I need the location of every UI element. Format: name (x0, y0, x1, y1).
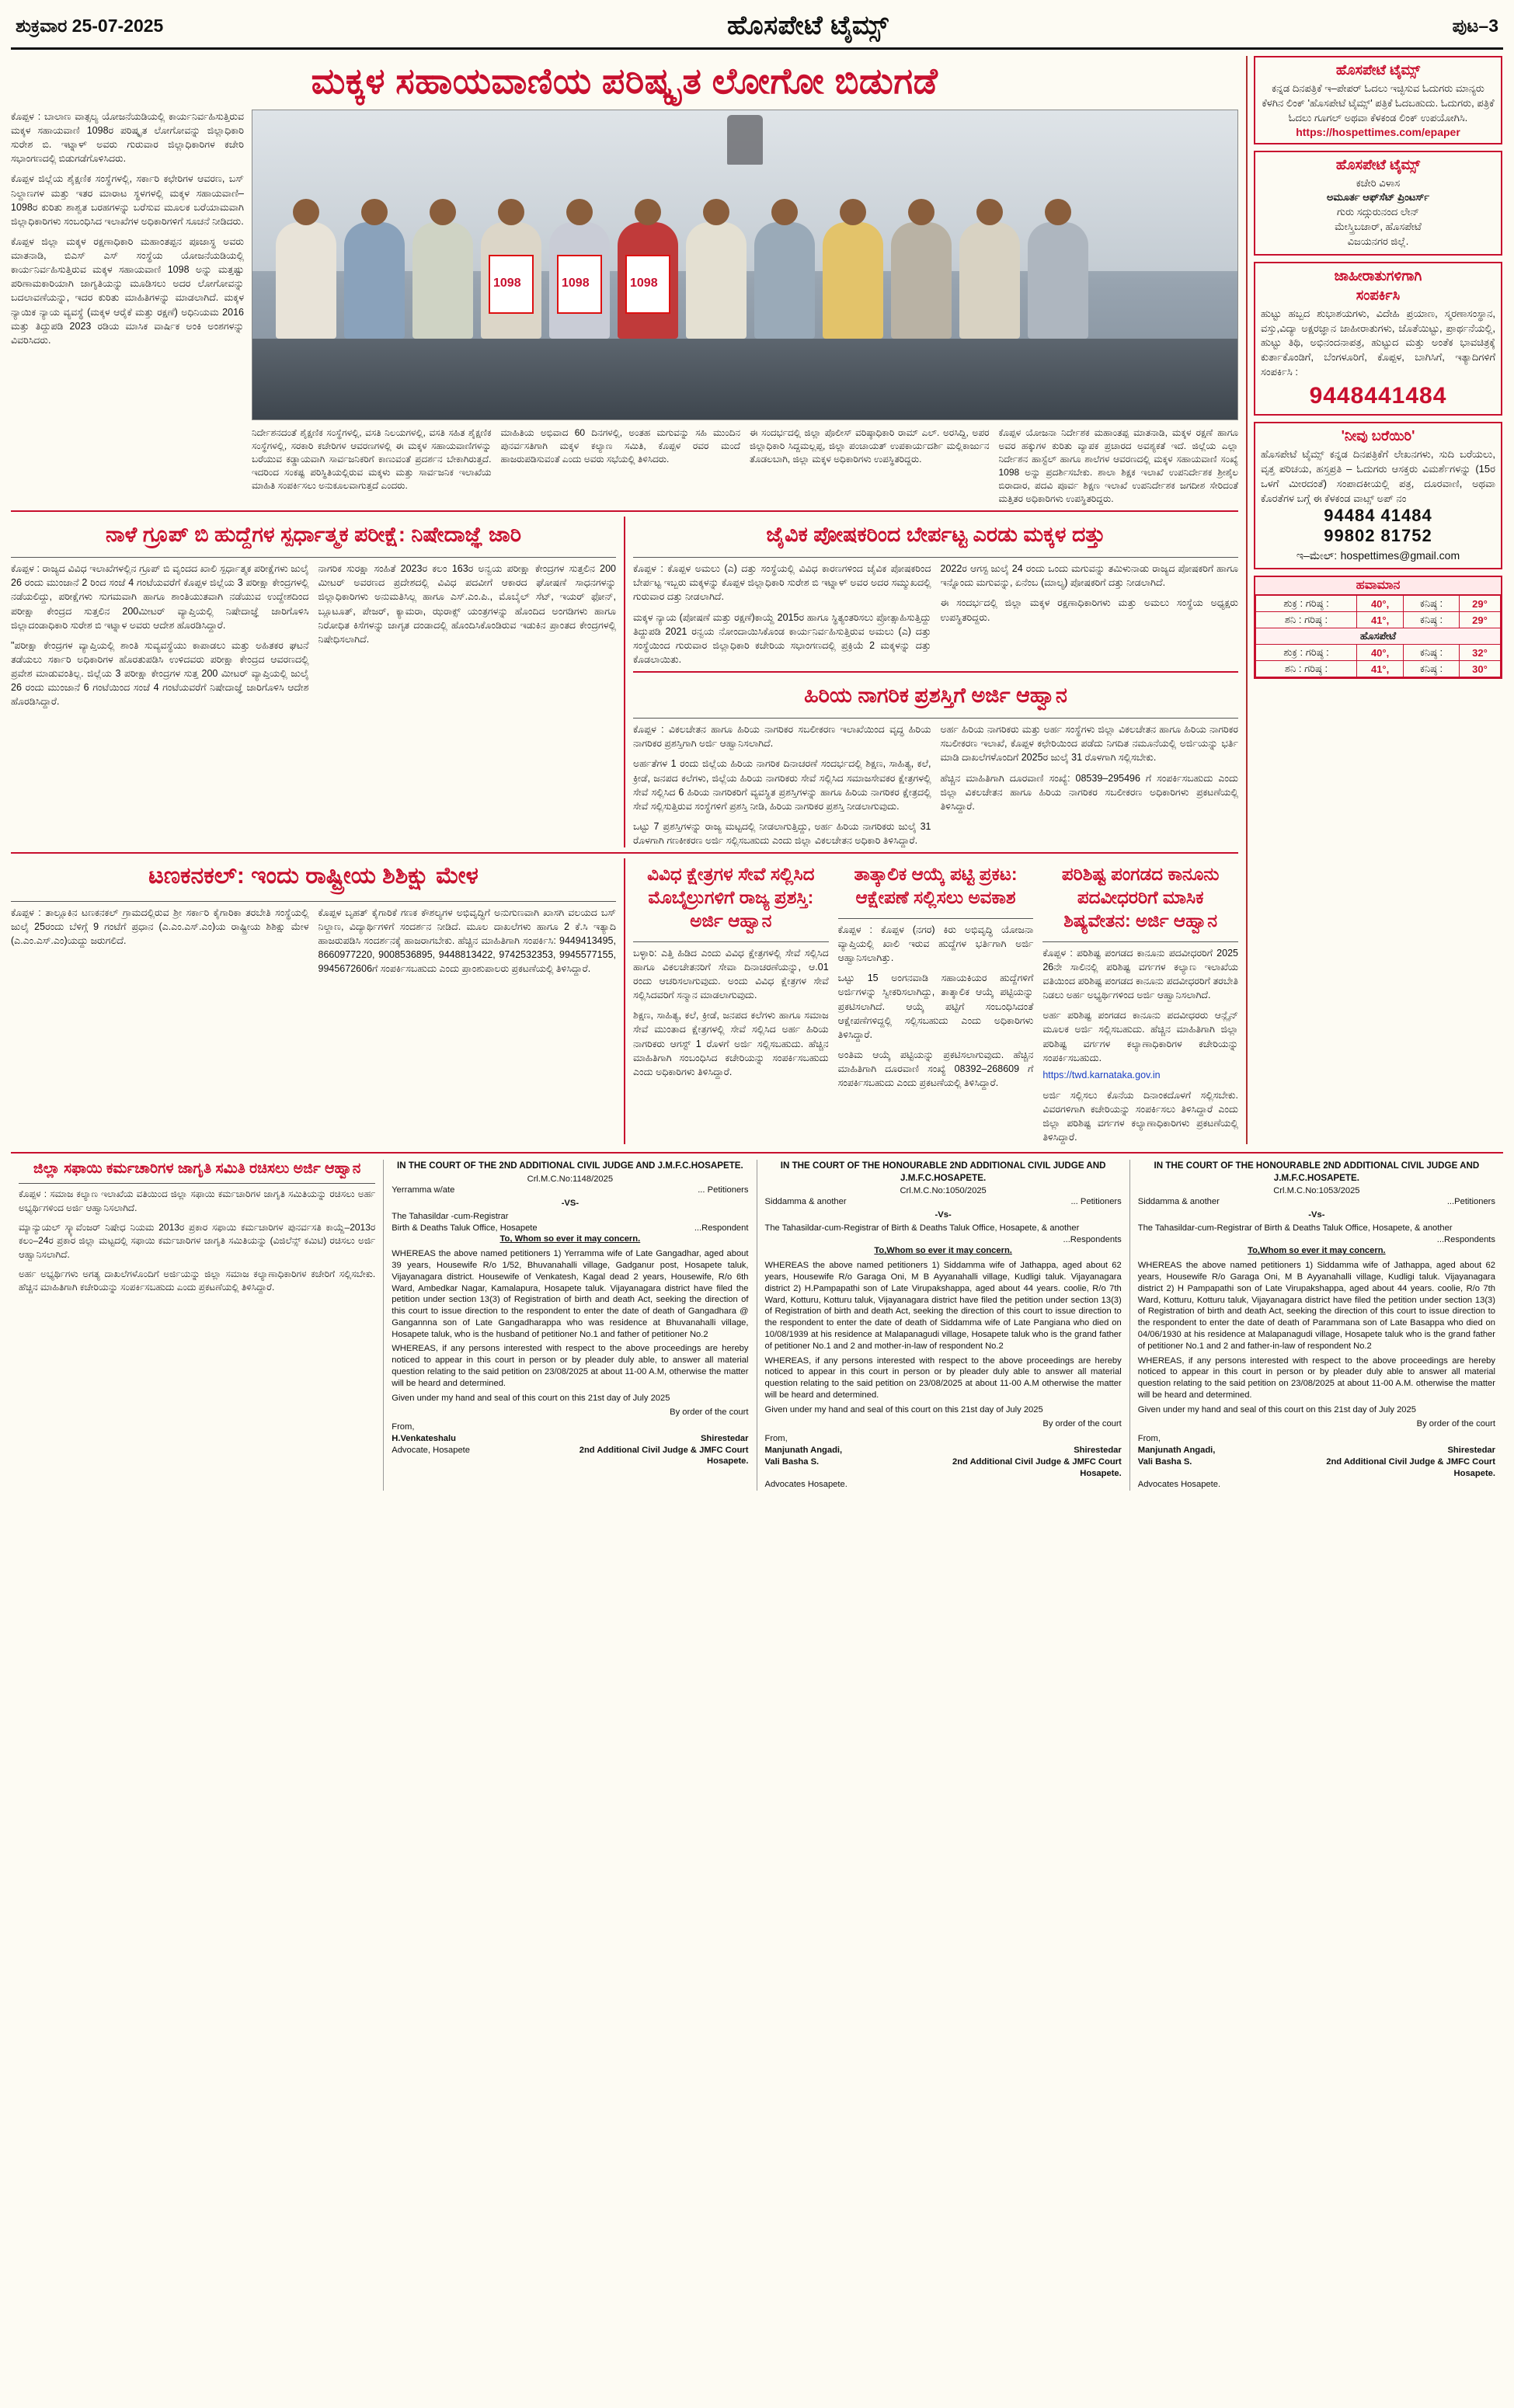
write-to-us-box (1254, 422, 1502, 569)
jagruti-paragraph-1: ಕೊಪ್ಪಳ : ಸಮಾಜ ಕಲ್ಯಾಣ ಇಲಾಖೆಯ ವತಿಯಿಂದ ಜಿಲ್ಲಾ ಸಫಾಯಿ ಕರ್ಮಚಾರಿಗಳ ಜಾಗೃತಿ ಸಮಿತಿಯನ್ನು ರಚಿಸಲು ಅರ್ಹ ಅಭ್ಯರ್ಥಿಗಳಿಂದ ಅರ್ಜಿ ಆಹ್ವಾನಿಸಲಾಗಿದೆ. (19, 1188, 376, 1213)
legal-notices-section (11, 1152, 1503, 1491)
service-paragraph-1: ಬಳ್ಳಾರಿ: ಎತ್ತಿ ಹಿಡಿದ ಎಂದು ವಿವಿಧ ಕ್ಷೇತ್ರಗಳಲ್ಲಿ ಸೇವೆ ಸಲ್ಲಿಸಿದ ಹಾಗೂ ವಿಕಲಚೇತನರಿಗೆ ಸೇವಾ ದಿನಾಚರಣೆಯನ್ನು, ಆ.01 ರಂದು ಆಚರಿಸಲಾಗುವುದು. ಅಂದು ವಿವಿಧ ಕ್ಷೇತ್ರಗಳ ಸೇವೆ ಸಲ್ಲಿಸಿದವರಿಗೆ ಸನ್ಮಾನ ಮಾಡಲಾಗುವುದು. (633, 947, 829, 1001)
adoption-paragraph-3: 2022ರ ಆಗಸ್ಟ ಜುಲೈ 24 ರಂದು ಒಂದು ಮಗುವನ್ನು ತಮಿಳುನಾಡು ರಾಜ್ಯದ ಪೋಷಕರಿಗೆ ಹಾಗೂ ಇನ್ನೊಂದು ಮಗುವನ್ನು, ಏನೆಂಬ (ಮಾಲ್ಯ) ಪೋಷಕರಿಗೆ ದತ್ತು ನೀಡಲಾಗಿದೆ. (940, 563, 1238, 589)
publication-date: ಶುಕ್ರವಾರ 25-07-2025 (16, 16, 164, 36)
science-fair-headline: ಟಣಕನಕಲ್: ಇಂದು ರಾಷ್ಟ್ರೀಯ ಶಿಶಿಕ್ಷು ಮೇಳ (148, 863, 479, 889)
exam-paragraph-2: "ಪರೀಕ್ಷಾ ಕೇಂದ್ರಗಳ ವ್ಯಾಪ್ತಿಯಲ್ಲಿ ಶಾಂತಿ ಸುವ್ಯವಸ್ಥೆಯು ಕಾಪಾಡಲು ಮತ್ತು ಅಹಿತಕರ ಘಟನೆ ತಡೆಯಲು ಸರ್ಕಾರಿ ಅಧಿಕಾರಿಗಳ ಹೊರತುಪಡಿಸಿ ಉಳಿದವರು ಪರೀಕ್ಷಾ ಕೇಂದ್ರದ ಆವರಣದಲ್ಲಿ ಪ್ರವೇಶ ಮಾಡುವಂತಿಲ್ಲ. ಜಿಲ್ಲೆಯ 3 ಪರೀಕ್ಷಾ ಕೇಂದ್ರಗಳ ಸುತ್ತ 200 ಮೀಟರ್ ವ್ಯಾಪ್ತಿಯಲ್ಲಿ ಜುಲೈ 26 ರಂದು ಮುಂಜಾನೆ 6 ಗಂಟೆಯಿಂದ ಸಂಜೆ 4 ಗಂಟೆಯವರೆಗೆ ನಿಷೇದಾಜ್ಞೆ ಜಾರಿಗೊಳಿಸಿ ಆದೇಶ ಹೊರಡಿಸಿದ್ದಾರೆ. (11, 639, 309, 708)
photo-person (618, 222, 678, 339)
respondent-label: ...Respondent (694, 1223, 749, 1233)
write-box-title: 'ನೀವು ಬರೆಯಿರಿ' (1341, 427, 1415, 444)
lead-caption-1: ನಿರ್ದೇಶನದಂತೆ ಶೈಕ್ಷಣಿಕ ಸಂಸ್ಥೆಗಳಲ್ಲಿ, ವಸತಿ ನಿಲಯಗಳಲ್ಲಿ, ವಸತಿ ಸಹಿತ ಶೈಕ್ಷಣಿಕ ಸಂಸ್ಥೆಗಳಲ್ಲಿ, ಸರಕಾರಿ ಕಚೇರಿಗಳ ಆವರಣಗಳಲ್ಲಿ ಈ ಮಕ್ಕಳ ಸಹಾಯವಾಣಿಗಳನ್ನು ಬರೆಯುವ ಕಡ್ಡಾಯವಾಗಿ ಸಾರ್ವಜನಿಕರಿಗೆ ಕಾಣುವಂತೆ ಪ್ರದರ್ಶನ ಬೇಕಾಗಿರುತ್ತದೆ. ಇದರಿಂದ ಸಂಕಷ್ಟ ಪರಿಸ್ಥಿತಿಯಲ್ಲಿರುವ ಮಕ್ಕಳು ಮತ್ತು ಸಾರ್ವಜನಿಕ ಇಲಾಖೆಯ ಮಾಹಿತಿ ಸಂಪರ್ಕಿಸಲು ಅನುಕೂಲವಾಗುತ್ತದೆ ಎಂದರು. (252, 426, 492, 492)
ads-title-line-2: ಸಂಪರ್ಕಿಸಿ (1356, 287, 1401, 303)
ads-contact-number[interactable]: 9448441484 (1309, 382, 1447, 409)
notice-body-1: WHEREAS the above named petitioners 1) Siddamma wife of Jathappa, aged about 62 years, Housewife R/o Garaga Oni, M B Ayyanahalli village, Kudligi taluk. Vijayanagara district 2) H Pampapathi son of Late Virupakshappa, aged about 44 years. coolie, R/o 7th Ward, Kotturu, Kotturu taluk, Vijayanagara district have filed the petition under section 13(3) of Registration of birth and death Act, seeking the direction of this court to issue direction to the respondent to enter the date of death of Parammana son of Late Basappa who died on 04/06/1930 at his residence at Malapanagudi village, Hosapete taluk who is the grand father of petitioner No.1 and 2 and father-in-law of respondent No.2 (1137, 1261, 1495, 1351)
weather-max: 41°, (1357, 612, 1404, 628)
whatsapp-number-1[interactable]: 94484 41484 (1324, 506, 1432, 526)
divider (633, 671, 1238, 673)
divider (11, 852, 1238, 854)
office-address-label: ಕಚೇರಿ ವಿಳಾಸ (1356, 176, 1401, 189)
petitioner-label: ... Petitioners (698, 1185, 749, 1195)
weather-max: 40°, (1357, 645, 1404, 661)
helpline-poster (625, 255, 670, 314)
lead-caption-2: ಮಾಹಿತಿಯ ಅಭಿವಾದ 60 ದಿನಗಳಲ್ಲಿ, ಅಂತಹ ಮಗುವನ್ನು ಸಹಿ ಮುಂದಿನ ಪುನರ್ವಸತಿಗಾಗಿ ಮಕ್ಕಳ ಕಲ್ಯಾಣ ಸಮಿತಿ, ಕೊಪ್ಪಳ ರವರ ಮಂದೆ ಹಾಜರುಪಡಿಸುವಂತೆ ಎಂದು ಅವರು ಸಭೆಯಲ್ಲಿ ತಿಳಿಸಿದರು. (500, 426, 740, 465)
vertical-divider (624, 858, 625, 1144)
senior-paragraph-1: ಕೊಪ್ಪಳ : ವಿಕಲಚೇತನ ಹಾಗೂ ಹಿರಿಯ ನಾಗರಿಕರ ಸಬಲೀಕರಣ ಇಲಾಖೆಯಿಂದ ವೃದ್ಧ ಹಿರಿಯ ನಾಗರಿಕರ ಪ್ರಶಸ್ತಿಗಾಗಿ ಅರ್ಜಿ ಆಹ್ವಾನಿಸಲಾಗಿದೆ. (633, 724, 931, 750)
court-signature: 2nd Additional Civil Judge & JMFC Court Hosapete. (1326, 1456, 1495, 1478)
write-box-text: ಹೊಸಪೇಟೆ ಟೈಮ್ಸ್ ಕನ್ನಡ ದಿನಪತ್ರಿಕೆಗೆ ಲೇಖನಗಳು, ಸುದಿ ಬರೆಯಲು, ವೃತ್ತ ಪರಿಚಯ, ಹಸ್ತಪ್ರತಿ – ಓದುಗರು ಆಸಕ್ತರು ವಿಮರ್ಶೆಗಳನ್ನು (15ರ ಒಳಗೆ ಮೀರದಂತೆ) ಸಂಪಾದಕೀಯಲ್ಲಿ ಪತ್ರ, ದೂರವಾಣಿ, ಅಥವಾ ಕೊರತೆಗಳ ಬಗ್ಗೆ ಈ ಕೆಳಕಂಡ ವಾಟ್ಸ್ ಅಪ್ ನಂ (1261, 447, 1495, 504)
masthead (11, 8, 1503, 50)
advertisement-contact-box (1254, 262, 1502, 416)
jagruti-paragraph-3: ಅರ್ಹ ಅಭ್ಯರ್ಥಿಗಳು ಅಗತ್ಯ ದಾಖಲೆಗಳೊಂದಿಗೆ ಅರ್ಜಿಯನ್ನು ಜಿಲ್ಲಾ ಸಮಾಜ ಕಲ್ಯಾಣಾಧಿಕಾರಿಗಳ ಕಚೇರಿಗೆ ಸಲ್ಲಿಸಬೇಕು. ಹೆಚ್ಚಿನ ಮಾಹಿತಿಗಾಗಿ ಕಚೇರಿಯನ್ನು ಸಂಪರ್ಕಿಸಬಹುದು ಎಂದು ಪ್ರಕಟಣೆಯಲ್ಲಿ ತಿಳಿಸಿದ್ದಾರೆ. (19, 1268, 376, 1293)
advocate-name: Manjunath Angadi, (764, 1445, 843, 1455)
newspaper-title: ಹೊಸಪೇಟೆ ಟೈಮ್ಸ್ (727, 11, 889, 40)
notice-addressee: To,Whom so ever it may concern. (1248, 1246, 1386, 1256)
respondent-name: The Tahasildar-cum-Registrar of Birth & Deaths Taluk Office, Hosapete, & another (1137, 1223, 1453, 1233)
weather-row (1256, 612, 1501, 628)
divider (633, 941, 829, 942)
court-name: IN THE COURT OF THE HONOURABLE 2ND ADDITIONAL CIVIL JUDGE AND J.M.F.C.HOSAPETE. (1154, 1161, 1480, 1183)
versus-label: -Vs- (1308, 1210, 1325, 1220)
weather-table (1255, 595, 1501, 677)
advocate-address: Advocates Hosapete. (764, 1480, 847, 1490)
lead-photo (252, 110, 1238, 420)
whatsapp-number-2[interactable]: 99802 81752 (1324, 526, 1432, 546)
office-box-title: ಹೊಸಪೇಟೆ ಟೈಮ್ಸ್ (1335, 156, 1421, 172)
jagruti-headline: ಜಿಲ್ಲಾ ಸಫಾಯಿ ಕರ್ಮಚಾರಿಗಳ ಜಾಗೃತಿ ಸಮಿತಿ ರಚಿಸಲು ಅರ್ಜಿ ಆಹ್ವಾನ (33, 1161, 361, 1178)
lead-paragraph-3: ಕೊಪ್ಪಳ ಜಿಲ್ಲಾ ಮಕ್ಕಳ ರಕ್ಷಣಾಧಿಕಾರಿ ಮಹಾಂತಪ್ಪನ ಪೂಜಾಸ್ಥ ಅವರು ಮಾತನಾಡಿ, ಬಿಎಸ್ ಎಸ್ ಸಂಸ್ಥೆಯ ಯೋಜನೆಯಡಿಯಲ್ಲಿ ಕಾರ್ಯನಿರ್ವಹಿಸುತ್ತಿರುವ ಮಕ್ಕಳ ಸಹಾಯವಾಣಿ 1098 ಅನ್ನು ಮತ್ತಷ್ಟು ಪರಿಣಾಮಕಾರಿಯಾಗಿ ಜಾಗೃತಿಯನ್ನು ಮೂಡಿಸಲು ಅದರ ಲೋಗೋವನ್ನು ಬದಲಾವಣೆಯನ್ನು, ಇದರ ಕುರಿತು ಮಾಹಿತಿಗಳನ್ನು ಮಾಡಲಾಗಿದೆ. ಮಕ್ಕಳ ನ್ಯಾಯಿಕ ನ್ಯಾಯ ವ್ಯವಸ್ಥೆ (ಮಕ್ಕಳ ಆರೈಕೆ ಮತ್ತು ರಕ್ಷಣೆ) ಅಧಿನಿಯಮ 2016 ಮತ್ತು ತಿದ್ದುಪಡಿ 2023 ರಡಿಯ ಮಾಸಿಕ ವಾರ್ಷಿಕ ಅಂಕಿ ಅಂಶಗಳನ್ನು ವಿವರಿಸಿದರು. (11, 235, 244, 346)
list-paragraph-1: ಕೊಪ್ಪಳ : ಕೊಪ್ಪಳ (ನಗರ) ಕಿರು ಅಭಿವೃದ್ಧಿ ಯೋಜನಾ ವ್ಯಾಪ್ತಿಯಲ್ಲಿ ಖಾಲಿ ಇರುವ ಹುದ್ದೆಗಳ ಭರ್ತಿಗಾಗಿ ಅರ್ಜಿ ಆಹ್ವಾನಿಸಲಾಗಿತ್ತು. (837, 924, 1034, 964)
weather-city: ಹೊಸಪೇಟೆ (1256, 628, 1501, 645)
office-district: ವಿಜಯನಗರ ಜಿಲ್ಲೆ. (1347, 235, 1409, 247)
lead-story-text-column (11, 110, 244, 506)
page-body (11, 56, 1503, 1144)
shirestedar-label: Shirestedar (700, 1433, 749, 1443)
epaper-promo-box (1254, 56, 1502, 144)
list-paragraph-2: ಒಟ್ಟು 15 ಅಂಗನವಾಡಿ ಸಹಾಯಕಿಯರ ಹುದ್ದೆಗಳಿಗೆ ಅರ್ಜಿಗಳನ್ನು ಸ್ವೀಕರಿಸಲಾಗಿದ್ದು, ತಾತ್ಕಾಲಿಕ ಆಯ್ಕೆ ಪಟ್ಟಿಯನ್ನು ಪ್ರಕಟಿಸಲಾಗಿದೆ. ಆಯ್ಕೆ ಪಟ್ಟಿಗೆ ಸಂಬಂಧಿಸಿದಂತೆ ಆಕ್ಷೇಪಣೆಗಳಿದ್ದಲ್ಲಿ ಸಲ್ಲಿಸಬಹುದು ಎಂದು ಅಧಿಕಾರಿಗಳು ತಿಳಿಸಿದ್ದಾರೆ. (837, 973, 1034, 1040)
photo-person (686, 222, 747, 339)
photo-person (891, 222, 952, 339)
court-signature: 2nd Additional Civil Judge & JMFC Court Hosapete. (579, 1445, 749, 1467)
senior-paragraph-4: ಅರ್ಹ ಹಿರಿಯ ನಾಗರಿಕರು ಮತ್ತು ಅರ್ಹ ಸಂಸ್ಥೆಗಳು ಜಿಲ್ಲಾ ವಿಕಲಚೇತನ ಹಾಗೂ ಹಿರಿಯ ನಾಗರಿಕರ ಸಬಲೀಕರಣ ಇಲಾಖೆ, ಕೊಪ್ಪಳ ಕಛೇರಿಯಿಂದ ಪಡೆದು ನಿಗದಿತ ನಮೂನೆಯಲ್ಲಿ ಅರ್ಜಿಯನ್ನು ಭರ್ತಿ ಮಾಡಿ ದಾಖಲೆಗಳೊಂದಿಗೆ 2025ರ ಜುಲೈ 31 ರೊಳಗಾಗಿ ಸಲ್ಲಿಸಬೇಕು. (940, 724, 1238, 764)
notice-addressee: To,Whom so ever it may concern. (874, 1246, 1012, 1256)
scholarship-link[interactable]: https://twd.karnataka.gov.in (1042, 1069, 1161, 1080)
respondent-name: The Tahasildar-cum-Registrar of Birth & Deaths Taluk Office, Hosapete, & another (764, 1223, 1080, 1233)
scholarship-paragraph-3: ಅರ್ಜಿ ಸಲ್ಲಿಸಲು ಕೊನೆಯ ದಿನಾಂಕದೊಳಗೆ ಸಲ್ಲಿಸಬೇಕು. ವಿವರಗಳಿಗಾಗಿ ಕಚೇರಿಯನ್ನು ಸಂಪರ್ಕಿಸಲು ತಿಳಿಸಿದ್ದಾರೆ ಎಂದು ಜಿಲ್ಲಾ ಪರಿಶಿಷ್ಟ ವರ್ಗಗಳ ಕಲ್ಯಾಣಾಧಿಕಾರಿಗಳು ಪ್ರಕಟಣೆಯಲ್ಲಿ ತಿಳಿಸಿದ್ದಾರೆ. (1042, 1089, 1238, 1143)
office-street: ಗುರು ಸದ್ಗುರುನಂದ ಲೇನ್ (1336, 206, 1420, 218)
divider (838, 918, 1034, 919)
order-label: By order of the court (1416, 1419, 1495, 1429)
weather-min: 32° (1459, 645, 1500, 661)
epaper-box-title: ಹೊಸಪೇಟೆ ಟೈಮ್ಸ್ (1335, 62, 1421, 78)
third-band (11, 858, 1238, 1144)
order-label: By order of the court (670, 1408, 749, 1418)
advocate-name: H.Venkateshalu (392, 1433, 456, 1443)
scholarship-story (1042, 858, 1238, 1144)
shirestedar-label: Shirestedar (1447, 1445, 1495, 1455)
weather-box (1254, 576, 1502, 679)
senior-citizen-headline: ಹಿರಿಯ ನಾಗರಿಕ ಪ್ರಶಸ್ತಿಗೆ ಅರ್ಜಿ ಆಹ್ವಾನ (804, 684, 1067, 708)
weather-min-label: ಕನಿಷ್ಠ : (1404, 596, 1460, 612)
photo-person (959, 222, 1020, 339)
respondent-label: ...Respondents (1436, 1234, 1495, 1244)
weather-min: 29° (1459, 596, 1500, 612)
main-content (11, 56, 1238, 1144)
weather-max: 40°, (1357, 596, 1404, 612)
service-award-story (633, 858, 829, 1144)
advocate-address: Advocate, Hosapete (392, 1445, 471, 1455)
from-label: From, (764, 1434, 788, 1444)
right-sidebar (1246, 56, 1502, 1144)
weather-day: ಶುಕ್ರ : ಗರಿಷ್ಠ : (1256, 596, 1357, 612)
state-emblem-icon (727, 115, 763, 165)
lead-paragraph-1: ಕೊಪ್ಪಳ : ಬಾಲಾಣ ವಾತ್ಸಲ್ಯ ಯೋಜನೆಯಡಿಯಲ್ಲಿ ಕಾರ್ಯನಿರ್ವಹಿಸುತ್ತಿರುವ ಮಕ್ಕಳ ಸಹಾಯವಾಣಿ 1098ರ ಪರಿಷ್ಕೃತ ಲೋಗೋವನ್ನು ಜಿಲ್ಲಾಧಿಕಾರಿ ಸುರೇಶ ಬಿ. ಇಟ್ನಾಳ್ ಅವರು ಗುರುವಾರ ಜಿಲ್ಲಾಧಿಕಾರಿಗಳ ಕಚೇರಿ ಸಭಾಂಗಣದಲ್ಲಿ ಬಿಡುಗಡೆಗೊಳಿಸಿದರು. (11, 110, 244, 165)
scholarship-paragraph-2: ಅರ್ಹ ಪರಿಶಿಷ್ಟ ಪಂಗಡದ ಕಾನೂನು ಪದವೀಧರರು ಆನ್ಲೈನ್ ಮೂಲಕ ಅರ್ಜಿ ಸಲ್ಲಿಸಬಹುದು. ಹೆಚ್ಚಿನ ಮಾಹಿತಿಗಾಗಿ ಜಿಲ್ಲಾ ಪರಿಶಿಷ್ಟ ವರ್ಗಗಳ ಕಲ್ಯಾಣಾಧಿಕಾರಿಗಳ ಕಚೇರಿಯನ್ನು ಸಂಪರ್ಕಿಸಬಹುದು. (1042, 1010, 1238, 1063)
senior-paragraph-5: ಹೆಚ್ಚಿನ ಮಾಹಿತಿಗಾಗಿ ದೂರವಾಣಿ ಸಂಖ್ಯೆ: 08539–295496 ಗೆ ಸಂಪರ್ಕಿಸಬಹುದು ಎಂದು ಜಿಲ್ಲಾ ವಿಕಲಚೇತನ ಹಾಗೂ ಹಿರಿಯ ನಾಗರಿಕರ ಸಬಲೀಕರಣ ಅಧಿಕಾರಿಗಳು ಪ್ರಕಟಣೆಯಲ್ಲಿ ತಿಳಿಸಿದ್ದಾರೆ. (940, 772, 1238, 812)
temp-list-story (838, 858, 1034, 1144)
jagruti-paragraph-2: ಮ್ಯಾನ್ಯುಯಲ್ ಸ್ಕ್ಯಾವೆಂಜರ್ ನಿಷೇಧ ನಿಯಮ 2013ರ ಪ್ರಕಾರ ಸಫಾಯಿ ಕರ್ಮಚಾರಿಗಳ ಪುನರ್ವಸತಿ ಕಾಯ್ದೆ–2013ರ ಕಲಂ–24ರ ಪ್ರಕಾರ ಜಿಲ್ಲಾ ಮಟ್ಟದಲ್ಲಿ ಸಫಾಯಿ ಕರ್ಮಚಾರಿಗಳ ಜಾಗೃತಿ ಸಮಿತಿಯನ್ನು (ವಿಜಿಲೆನ್ಸ್ ಕಮಿಟಿ) ರಚಿಸಲು ಅರ್ಜಿ ಆಹ್ವಾನಿಸಲಾಗಿದೆ. (19, 1221, 376, 1260)
weather-min-label: ಕನಿಷ್ಠ : (1404, 645, 1460, 661)
office-printer-name: ಅಮೂರ್ತ ಆಫ್‌ಸೆಟ್ ಪ್ರಿಂಟರ್ಸ್ (1326, 191, 1430, 204)
petitioner-name: Siddamma & another (1137, 1197, 1220, 1207)
epaper-box-text: ಕನ್ನಡ ದಿನಪತ್ರಿಕೆ ಇ–ಪೇಪರ್ ಓದಲು ಇಚ್ಛಿಸುವ ಓದುಗರು ಮಾನ್ಯರು ಕೆಳಗಿನ ಲಿಂಕ್ 'ಹೊಸಪೇಟೆ ಟೈಮ್ಸ್' ಪತ್ರಿಕೆ ಓದಬಹುದು. ಓದುಗರು, ಪತ್ರಿಕೆ ಓದಲು ಗೂಗಲ್ ಅಥವಾ ಕೆಳಕಂಡ ಲಿಂಕ್ ಉಪಯೋಗಿಸಿ. (1262, 82, 1495, 124)
divider (1042, 941, 1238, 942)
notice-body-1: WHEREAS the above named petitioners 1) Yerramma wife of Late Gangadhar, aged about 39 years, Housewife R/o 1/52, Bhuvanahalli village, Gadganur post, Hosapete taluk, Vijayanagara district. Housewife of Venkatesh, Kagal dead 2 years, Housewife, R/o 6th Ward, Ambedkar Nagar, Kamalapura, Hosapete taluk. Vijayanagara district have filed the petition under section 13(3) of Registration of birth and death Act, seeking the direction of this court to issue direction to the respondent to enter the date of death of Gangadhara @ Gangannna son of Late Gangadharappa who was residence at Bhuvanahalli village, Hosapete taluk, who is the husband of petitioner No.1 and father of petitioner No.2 (392, 1249, 749, 1339)
weather-min-label: ಕನಿಷ್ಠ : (1404, 612, 1460, 628)
weather-min-label: ಕನಿಷ್ಠ : (1404, 661, 1460, 677)
lead-headline: ಮಕ್ಕಳ ಸಹಾಯವಾಣಿಯ ಪರಿಷ್ಕೃತ ಲೋಗೋ ಬಿಡುಗಡೆ (311, 61, 938, 101)
adoption-paragraph-2: ಮಕ್ಕಳ ನ್ಯಾಯ (ಪೋಷಣೆ ಮತ್ತು ರಕ್ಷಣೆ)ಕಾಯ್ದೆ 2015ರ ಹಾಗೂ ಸ್ಥಿತ್ಯಂತರಿಸಲು ಪ್ರೋತ್ಸಾಹಿಸುತ್ತಿದ್ದು ತಿದ್ದುಪಡಿ 2021 ರನ್ವಯ ನೋಂದಾಯಿಸಿಕೊಂಡ ಕಾರ್ಯನಿರ್ವಹಿಸುತ್ತಿರುವ ಅಮಲು (ಎ) ದತ್ತು ಸಂಸ್ಥೆಯಿಂದ ಗುರುವಾರ ಜಿಲ್ಲಾಧಿಕಾರಿ ಕಚೇರಿಯ ಸಭಾಂಗಣದಲ್ಲಿ ಪ್ರಕ್ರಿಯೆ 2 ಮಕ್ಕಳನ್ನು ದತ್ತು ಕೊಡಲಾಯಿತು. (633, 611, 931, 665)
photo-table (252, 339, 1237, 419)
service-paragraph-2: ಶಿಕ್ಷಣ, ಸಾಹಿತ್ಯ, ಕಲೆ, ಕ್ರೀಡೆ, ಜನಪದ ಕಲೆಗಳು ಹಾಗೂ ಸಮಾಜ ಸೇವೆ ಮುಂತಾದ ಕ್ಷೇತ್ರಗಳಲ್ಲಿ ಸೇವೆ ಸಲ್ಲಿಸಿದ ಅರ್ಹ ಹಿರಿಯ ನಾಗರಿಕರು ಆಗಸ್ಟ್ 1 ರೊಳಗೆ ಅರ್ಜಿ ಸಲ್ಲಿಸಬಹುದು. ಹೆಚ್ಚಿನ ಮಾಹಿತಿಗಾಗಿ ಸಂಬಂಧಿಸಿದ ಕಚೇರಿಯನ್ನು ಸಂಪರ್ಕಿಸಬಹುದು ಎಂದು ಅಧಿಕಾರಿಗಳು ತಿಳಿಸಿದ್ದಾರೆ. (633, 1010, 829, 1077)
notice-body-3: Given under my hand and seal of this court on this 21st day of July 2025 (764, 1404, 1043, 1415)
legal-notice-kannada (11, 1160, 384, 1491)
exam-paragraph-1: ಕೊಪ್ಪಳ : ರಾಜ್ಯದ ವಿವಿಧ ಇಲಾಖೆಗಳಲ್ಲಿನ ಗ್ರೂಪ್ ಬಿ ವೃಂದದ ಖಾಲಿ ಸ್ಪರ್ಧಾತ್ಮಕ ಪರೀಕ್ಷೆಗಳು ಜುಲೈ 26 ರಂದು ಮುಂಜಾನೆ 2 ರಿಂದ ಸಂಜೆ 4 ಗಂಟೆಯವರೆಗೆ ಕೊಪ್ಪಳ ಜಿಲ್ಲೆಯ 3 ಪರೀಕ್ಷಾ ಕೇಂದ್ರಗಳಲ್ಲಿ ನಡೆಯಲಿದ್ದು, ಪರೀಕ್ಷೆಗಳು ಸುಗಮವಾಗಿ ಹಾಗೂ ಶಾಂತಿಯುತವಾಗಿ ನಡೆಯುವ ಉದ್ದೇಶದಿಂದ ಪರೀಕ್ಷಾ ಕೇಂದ್ರದ ಸುತ್ತಲಿನ 200ಮೀಟರ್ ವ್ಯಾಪ್ತಿಯಲ್ಲಿ ನಿಷೇದಾಜ್ಞೆ ಜಾರಿಗೊಳಿಸಿ ಜಿಲ್ಲಾದಂಡಾಧಿಕಾರಿ ಸುರೇಶ ಬಿ ಇಟ್ನಾಳ ಅವರು ಆದೇಶ ಹೊರಡಿಸಿದ್ದಾರೆ. (11, 563, 309, 631)
senior-paragraph-3: ಒಟ್ಟು 7 ಪ್ರಶಸ್ತಿಗಳನ್ನು ರಾಜ್ಯ ಮಟ್ಟದಲ್ಲಿ ನೀಡಲಾಗುತ್ತಿದ್ದು, ಅರ್ಹ ಹಿರಿಯ ನಾಗರಿಕರು ಜುಲೈ 31 ರೊಳಗಾಗಿ ಗಣಕೀಕರಣ ಅರ್ಜಿ ಸಲ್ಲಿಸಬಹುದು ಎಂದು ಜಿಲ್ಲಾ ವಿಕಲಚೇತನ ಅಧಿಕಾರಿ ತಿಳಿಸಿದ್ದಾರೆ. (633, 820, 931, 847)
weather-city-row (1256, 628, 1501, 645)
divider (11, 901, 616, 902)
court-signature: 2nd Additional Civil Judge & JMFC Court Hosapete. (952, 1456, 1122, 1478)
respondent-label: ...Respondents (1063, 1234, 1122, 1244)
office-area: ಮೇಸ್ತ್ರಿಬಜಾರ್, ಹೊಸಪೇಟೆ (1335, 221, 1422, 233)
temp-list-headline: ತಾತ್ಕಾಲಿಕ ಆಯ್ಕೆ ಪಟ್ಟಿ ಪ್ರಕಟ: ಆಕ್ಷೇಪಣೆ ಸಲ್ಲಿಸಲು ಅವಕಾಶ (854, 864, 1018, 908)
versus-label: -Vs- (935, 1210, 952, 1220)
respondent-office: Birth & Deaths Taluk Office, Hosapete (392, 1223, 538, 1233)
weather-row (1256, 596, 1501, 612)
petitioner-label: ... Petitioners (1070, 1197, 1122, 1207)
science-paragraph-1: ಕೊಪ್ಪಳ : ತಾಲ್ಲೂಕಿನ ಟಣಕನಕಲ್ ಗ್ರಾಮದಲ್ಲಿರುವ ಶ್ರೀ ಸರ್ಕಾರಿ ಕೈಗಾರಿಕಾ ತರಬೇತಿ ಸಂಸ್ಥೆಯಲ್ಲಿ ಜುಲೈ 25ರಂದು ಬೆಳಿಗ್ಗೆ 9 ಗಂಟೆಗೆ ಪ್ರಧಾನ (ಎ.ಎಂ.ಎಸ್.ಎಂ)ಯ ರಾಷ್ಟ್ರೀಯ ಶಿಶಿಕ್ಷು ಮೇಳ (ಎ.ಎಂ.ಎಸ್.ಎಂ)ಯದ್ದು ಜರುಗಲಿದೆ. (11, 906, 309, 946)
case-number: Crl.M.C.No:1053/2025 (1273, 1185, 1360, 1195)
lead-caption-3: ಈ ಸಂದರ್ಭದಲ್ಲಿ ಜಿಲ್ಲಾ ಪೊಲೀಸ್ ವರಿಷ್ಠಾಧಿಕಾರಿ ರಾಮ್ ಎಲ್. ಅರಸಿದ್ದಿ, ಅಪರ ಜಿಲ್ಲಾಧಿಕಾರಿ ಸಿದ್ದಮಲ್ಲಪ್ಪ, ಜಿಲ್ಲಾ ಪಂಚಾಯತ್ ಉಪಕಾರ್ಯದರ್ಶಿ ಮಲ್ಲಿಕಾರ್ಜುನ ತೊಡಲಬಾಗಿ, ಜಿಲ್ಲಾ ಮಕ್ಕಳ ಅಧಿಕಾರಿಗಳು ಉಪಸ್ಥಿತರಿದ್ದರು. (750, 426, 990, 465)
court-name: IN THE COURT OF THE 2ND ADDITIONAL CIVIL JUDGE AND J.M.F.C.HOSAPETE. (397, 1161, 743, 1171)
photo-person (481, 222, 541, 339)
order-label: By order of the court (1042, 1419, 1122, 1429)
service-award-headline: ವಿವಿಧ ಕ್ಷೇತ್ರಗಳ ಸೇವೆ ಸಲ್ಲಿಸಿದ ಮೊಬೈಲ್ರುಗಳಿಗೆ ರಾಜ್ಯ ಪ್ರಶಸ್ತಿ: ಅರ್ಜಿ ಆಹ್ವಾನ (647, 864, 815, 931)
photo-person (823, 222, 883, 339)
weather-min: 29° (1459, 612, 1500, 628)
weather-row (1256, 661, 1501, 677)
from-label: From, (392, 1422, 415, 1432)
weather-day: ಶನಿ : ಗರಿಷ್ಠ : (1256, 661, 1357, 677)
divider (19, 1183, 375, 1184)
case-number: Crl.M.C.No:1148/2025 (527, 1174, 614, 1184)
lead-caption-columns (252, 426, 1238, 506)
exam-paragraph-3: ನಾಗರಿಕ ಸುರಕ್ಷಾ ಸಂಹಿತೆ 2023ರ ಕಲಂ 163ರ ಅನ್ವಯ ಪರೀಕ್ಷಾ ಕೇಂದ್ರಗಳ ಸುತ್ತಲಿನ 200 ಮೀಟರ್ ಅವರಣದ ಪ್ರದೇಶದಲ್ಲಿ ವಿವಿಧ ಪದವೀಗೆ ಆಕಾರದ ಘೋಷಣೆ ಸಾಧನಗಳನ್ನು ಜಿಲ್ಲಾಧಿಕಾರಿಗಳು ಅನುಮತಿಸಿಲ್ಲ ಹಾಗೂ ಎಸ್.ಎಂ.ಪಿ., ಮೊಬೈಲ್ ಸೆಟ್, ಇಯರ್ ಫೋನ್, ಬ್ಲೂಟೂತ್, ಪೇಜರ್, ಕ್ಯಾಮರಾ, ಝರಾಕ್ಸ್ ಯಂತ್ರಗಳನ್ನು ಹೊಂದಿದ ಅಂಗಡಿಗಳು ಹಾಗೂ ನಿರೋಧಿತ ಕಿಸೆಗಳನ್ನು ಜಾಗೃತ ದಂಡಾದಲ್ಲಿ ಹೊಂದಿಸಿಕೊಂಡಿರುವ ಇಡುಕಿನ ಪ್ರಾಂತದ ಕೇಂದ್ರಗಳಲ್ಲಿ ನಿಷೇಧಿಸಲಾಗಿದೆ. (318, 563, 616, 645)
legal-notice-1148 (384, 1160, 757, 1491)
case-number: Crl.M.C.No:1050/2025 (900, 1185, 987, 1195)
advocate-name: Manjunath Angadi, (1137, 1445, 1216, 1455)
notice-body-1: WHEREAS the above named petitioners 1) Siddamma wife of Jathappa, aged about 62 years, Housewife R/o Garaga Oni, M B Ayyanahalli village, Kudligi taluk. Vijayanagara district 2) H.Pampapathi son of Late Virupakshappa, aged about 44 years. coolie, R/o 7th Ward, Kotturu, Kotturu taluk, Vijayanagara district have filed the petition under section 13(3) of Registration of birth and death Act, seeking the direction of this court to issue direction to the respondent to enter the date of death of Siddamma wife of Late Pangiana who died on 10/08/1939 at his residence at Malapanagudi village, Hosapete taluk who is the grand father of petitioner No.1 and 2 and mother-in-law of respondent No.2 (764, 1261, 1122, 1351)
adoption-headline: ಜೈವಿಕ ಪೋಷಕರಿಂದ ಬೇರ್ಪಟ್ಟ ಎರಡು ಮಕ್ಕಳ ದತ್ತು (766, 523, 1105, 547)
photo-person (412, 222, 473, 339)
notice-body-3: Given under my hand and seal of this court on this 21st day of July 2025 (1137, 1404, 1416, 1415)
divider (11, 510, 1238, 512)
epaper-link[interactable]: https://hospettimes.com/epaper (1296, 125, 1460, 138)
notice-addressee: To, Whom so ever it may concern. (499, 1234, 641, 1244)
petitioner-name: Yerramma w/ate (392, 1185, 455, 1195)
notice-body-2: WHEREAS, if any persons interested with respect to the above proceedings are hereby noticed to appear in this court in person or by pleader duly able, to answer all material question relating to the said petition on 23/08/2025 at about 11-00 A.M, otherwise the matter will be heard and determined. (392, 1344, 749, 1388)
weather-row (1256, 645, 1501, 661)
from-label: From, (1137, 1434, 1161, 1444)
respondent-name: The Tahasildar -cum-Registrar (392, 1211, 509, 1221)
weather-title: ಹವಾಮಾನ (1255, 577, 1501, 595)
science-paragraph-2: ಕೊಪ್ಪಳ ಬೃಹತ್ ಕೈಗಾರಿಕೆ ಗಣಕ ಕೌಶಲ್ಯಗಳ ಅಭಿವೃದ್ಧಿಗೆ ಅನುಗುಣವಾಗಿ ಖಾಸಗಿ ವಲಯದ ಬಸ್ ನಿಲ್ದಾಣ, ವಿದ್ಯಾರ್ಥಿಗಳಿಗೆ ಸಂದರ್ಶನ ನೀಡಿದೆ. ಮೂಲ ದಾಖಲೆಗಳು ಹಾಗೂ 2 ಕೆ.ಸಿ ಇತ್ಯಾದಿ ಹಾಜರುಪಡಿಸಿ ಸಂದರ್ಶನಕ್ಕೆ ಹಾಜರಾಗಬೇಕು. ಹೆಚ್ಚಿನ ಮಾಹಿತಿಗಾಗಿ ಸಂಪರ್ಕಿಸಿ: 9449413495, 8660977220, 9008536895, 9448813422, 9742532353, 9945577155, 9945672606ಗೆ ಸಂಪರ್ಕಿಸಬಹುದು ಎಂದು ಪ್ರಾಂಶುಪಾಲರು ಪ್ರಕಟಣೆಯಲ್ಲಿ ತಿಳಿಸಿದ್ದಾರೆ. (318, 906, 616, 975)
second-band (11, 517, 1238, 847)
exam-story (11, 517, 616, 847)
page-number: ಪುಟ–3 (1452, 16, 1498, 36)
adoption-and-senior-stories (633, 517, 1238, 847)
notice-body-2: WHEREAS, if any persons interested with respect to the above proceedings are hereby noticed to appear in this court in person or by pleader duly able to answer all material question relating to the said petition on 23/08/2025 at about 11-00 A.M. otherwise the matter will be heard and determined. (1137, 1355, 1495, 1400)
versus-label: -VS- (561, 1199, 579, 1209)
photo-person (276, 222, 336, 339)
exam-headline: ನಾಳೆ ಗ್ರೂಪ್ ಬಿ ಹುದ್ದೆಗಳ ಸ್ಪರ್ಧಾತ್ಮಕ ಪರೀಕ್ಷೆ: ನಿಷೇದಾಜ್ಞೆ ಜಾರಿ (106, 523, 521, 547)
lead-caption-4: ಕೊಪ್ಪಳ ಯೋಜನಾ ನಿರ್ದೇಶಕ ಮಹಾಂತಪ್ಪ ಮಾತನಾಡಿ, ಮಕ್ಕಳ ರಕ್ಷಣೆ ಹಾಗೂ ಅವರ ಹಕ್ಕುಗಳ ಕುರಿತು ವ್ಯಾಪಕ ಪ್ರಚಾರದ ಅವಶ್ಯಕತೆ ಇದೆ. ಜಿಲ್ಲೆಯ ಎಲ್ಲಾ ನಿರ್ದೇಶನ ಹಾಸ್ಟೆಲ್ ಹಾಗೂ ಶಾಲೆಗಳ ಆವರಣದಲ್ಲಿ ಮಕ್ಕಳ ಸಹಾಯವಾಣಿ ಸಂಖ್ಯೆ 1098 ಅನ್ನು ಪ್ರದರ್ಶಿಸಬೇಕು. ಶಾಲಾ ಶಿಕ್ಷಕ ಇಲಾಖೆ ಉಪನಿರ್ದೇಶಕ ಶ್ರೀಶೈಲ ಬಿರಾದಾರ, ಪದವಿ ಪೂರ್ವ ಶಿಕ್ಷಣ ಇಲಾಖೆ ಉಪನಿರ್ದೇಶಕ ಜಗದೀಶ ಸೇರಿದಂತೆ ಮತ್ತಿತರ ಅಧಿಕಾರಿಗಳು ಉಪಸ್ಥಿತರಿದ್ದರು. (998, 426, 1238, 505)
notice-body-3: Given under my hand and seal of this court on this 21st day of July 2025 (392, 1393, 670, 1403)
scholarship-paragraph-1: ಕೊಪ್ಪಳ : ಪರಿಶಿಷ್ಟ ಪಂಗಡದ ಕಾನೂನು ಪದವೀಧರರಿಗೆ 2025 26ನೇ ಸಾಲಿನಲ್ಲಿ ಪರಿಶಿಷ್ಟ ವರ್ಗಗಳ ಕಲ್ಯಾಣ ಇಲಾಖೆಯ ವತಿಯಿಂದ ಪರಿಶಿಷ್ಟ ಪಂಗಡದ ಕಾನೂನು ಪದವೀಧರರಿಗೆ ತರಬೇತಿ ನಿಡಲು ಅರ್ಹ ಅಭ್ಯರ್ಥಿಗಳಿಂದ ಅರ್ಜಿ ಆಹ್ವಾನಿಸಲಾಗಿದೆ. (1042, 947, 1238, 1001)
weather-max: 41°, (1357, 661, 1404, 677)
lead-story (11, 110, 1238, 506)
weather-day: ಶನಿ : ಗರಿಷ್ಠ : (1256, 612, 1357, 628)
science-fair-story (11, 858, 616, 1144)
weather-day: ಶುಕ್ರ : ಗರಿಷ್ಠ : (1256, 645, 1357, 661)
office-address-box (1254, 151, 1502, 256)
helpline-poster (557, 255, 602, 314)
court-name: IN THE COURT OF THE HONOURABLE 2ND ADDITIONAL CIVIL JUDGE AND J.M.F.C.HOSAPETE. (780, 1161, 1106, 1183)
helpline-poster (489, 255, 534, 314)
photo-person (754, 222, 815, 339)
list-paragraph-3: ಅಂತಿಮ ಆಯ್ಕೆ ಪಟ್ಟಿಯನ್ನು ಪ್ರಕಟಿಸಲಾಗುವುದು. ಹೆಚ್ಚಿನ ಮಾಹಿತಿಗಾಗಿ ದೂರವಾಣಿ ಸಂಖ್ಯೆ 08392–268609 ಗೆ ಸಂಪರ್ಕಿಸಬಹುದು ಎಂದು ಪ್ರಕಟಣೆಯಲ್ಲಿ ತಿಳಿಸಿದ್ದಾರೆ. (837, 1049, 1034, 1089)
ads-box-text: ಹುಟ್ಟು ಹಬ್ಬದ ಶುಭಾಶಯಗಳು, ವಿದೇಹಿ ಪ್ರಯಾಣ, ಸ್ಮರಣಾಸಂಸ್ಥಾನ, ವಸ್ತು,ವಿದ್ಯಾ ಅಕ್ಷರಜ್ಞಾನ ಜಾಹೀರಾತುಗಳು, ಜೊತೆಯಿಟ್ಟು, ಪ್ರಾರ್ಥನೆಯಲ್ಲಿ, ಹುಟ್ಟು ತಿಥಿ, ಅಭಿನಂದನಾಪತ್ರ, ಹುಟ್ಟುದ ಮತ್ತು ಅಂತೆಕ ಭಾವಚಿತ್ರಕ್ಕೆ ಕುರ್ತಾಕೊಂಡಿಗೆ, ಬೆಂಗಳೂರಿಗೆ, ಕೊಪ್ಪಳ, ಬಾಗಿಸಿಗೆ, ಇತ್ಯಾದಿಗಳಿಗೆ ಸಂಪರ್ಕಿಸಿ : (1261, 307, 1495, 378)
notice-body-2: WHEREAS, if any persons interested with respect to the above proceedings are hereby noticed to appear in this court in person or by pleader duly able to answer all material question relating to the said petition on 23/08/2025 at about 11-00 A.M otherwise the matter will be heard and determined. (764, 1355, 1122, 1400)
vertical-divider (624, 517, 625, 847)
divider (11, 557, 616, 558)
photo-person (549, 222, 610, 339)
ads-title-line-1: ಜಾಹೀರಾತುಗಳಿಗಾಗಿ (1334, 267, 1422, 284)
petitioner-name: Siddamma & another (764, 1197, 847, 1207)
legal-notice-1053 (1130, 1160, 1503, 1491)
weather-min: 30° (1459, 661, 1500, 677)
scholarship-headline: ಪರಿಶಿಷ್ಟ ಪಂಗಡದ ಕಾನೂನು ಪದವೀಧರರಿಗೆ ಮಾಸಿಕ ಶಿಷ್ಯವೇತನ: ಅರ್ಜಿ ಆಹ್ವಾನ (1061, 864, 1220, 931)
adoption-paragraph-1: ಕೊಪ್ಪಳ : ಕೊಪ್ಪಳ ಅಮಲು (ಎ) ದತ್ತು ಸಂಸ್ಥೆಯಲ್ಲಿ ವಿವಿಧ ಕಾರಣಗಳಿಂದ ಜೈವಿಕ ಪೋಷಕರಿಂದ ಬೇರ್ಪಟ್ಟ ಇಬ್ಬರು ಮಕ್ಕಳನ್ನು ಕೊಪ್ಪಳ ಜಿಲ್ಲಾಧಿಕಾರಿ ಸುರೇಶ ಬಿ ಇಟ್ನಾಳ್ ಅವರ ಅದರ ಸಮ್ಮುಖದಲ್ಲಿ ಗುರುವಾರ ದತ್ತು ನೀಡಲಾಗಿದೆ. (633, 563, 931, 603)
legal-notice-1050 (757, 1160, 1130, 1491)
lead-photo-block (252, 110, 1238, 506)
shirestedar-label: Shirestedar (1074, 1445, 1122, 1455)
photo-person (344, 222, 405, 339)
lead-paragraph-2: ಕೊಪ್ಪಳ ಜಿಲ್ಲೆಯ ಶೈಕ್ಷಣಿಕ ಸಂಸ್ಥೆಗಳಲ್ಲಿ, ಸರ್ಕಾರಿ ಕಛೇರಿಗಳ ಆವರಣ, ಬಸ್ ನಿಲ್ದಾಣಗಳ ಮತ್ತು ಇತರ ಮಾರಾಟ ಸ್ಥಳಗಳಲ್ಲಿ ಮಕ್ಕಳ ಸಹಾಯವಾಣಿ–1098ರ ಕುರಿತು ಶಾಶ್ವತ ಬರಹಗಳನ್ನು ಬರೆಸುವ ಮೂಲಕ ಬರೆಯಾಮವಾಗಿ ಜಿಲ್ಲಾಧಿಕಾರಿಗಳು ಸಂಬಂಧಿಸಿದ ಇಲಾಖೆಗಳ ಅಧಿಕಾರಿಗಳಿಗೆ ಸೂಚನೆ ನೀಡಿದರು. (11, 173, 244, 227)
senior-paragraph-2: ಅರ್ಹತೆಗಳ 1 ರಂದು ಜಿಲ್ಲೆಯ ಹಿರಿಯ ನಾಗರಿಕ ದಿನಾಚರಣೆ ಸಂದರ್ಭದಲ್ಲಿ ಶಿಕ್ಷಣ, ಸಾಹಿತ್ಯ, ಕಲೆ, ಕ್ರೀಡೆ, ಜನಪದ ಕಲೆಗಳು, ಜಿಲ್ಲೆಯ ಹಿರಿಯ ನಾಗರಿಕರು ಸೇವೆ ಸಲ್ಲಿಸಿದ ಸಮಾಜಸೇವಕರ ಕ್ಷೇತ್ರಗಳಲ್ಲಿ ಸೇವೆ ಸಲ್ಲಿಸಿದ 6 ಹಿರಿಯ ನಾಗರಿಕರಿಗೆ ವ್ಯವಸ್ಥಿತ ಪ್ರಶಸ್ತಿಗಳನ್ನು ಹಾಗೂ ಹಿರಿಯ ನಾಗರಿಕರ ಕ್ಷೇತ್ರದಲ್ಲಿ ಸೇವೆ ಸಲ್ಲಿಸುತ್ತಿರುವ ಸಂಸ್ಥೆಗಳಿಗೆ ಪ್ರಶಸ್ತಿ ನೀಡಿ, ಹಿರಿಯ ನಾಗರಿಕರ ಪ್ರಶಸ್ತಿ ನೀಡಲಾಗುವುದು. (633, 758, 931, 812)
email-address[interactable]: hospettimes@gmail.com (1340, 549, 1460, 562)
divider (633, 718, 1238, 719)
divider (633, 557, 1238, 558)
advocate-name-2: Vali Basha S. (764, 1456, 820, 1467)
advocate-address: Advocates Hosapete. (1137, 1480, 1221, 1490)
photo-person (1028, 222, 1088, 339)
third-band-right (633, 858, 1238, 1144)
email-label: ಇ–ಮೇಲ್: (1296, 549, 1338, 562)
advocate-name-2: Vali Basha S. (1137, 1456, 1192, 1467)
adoption-paragraph-4: ಈ ಸಂದರ್ಭದಲ್ಲಿ ಜಿಲ್ಲಾ ಮಕ್ಕಳ ರಕ್ಷಣಾಧಿಕಾರಿಗಳು ಮತ್ತು ಅಮಲು ಸಂಸ್ಥೆಯ ಅಧ್ಯಕ್ಷರು ಉಪಸ್ಥಿತರಿದ್ದರು. (940, 597, 1238, 623)
petitioner-label: ...Petitioners (1446, 1197, 1495, 1207)
